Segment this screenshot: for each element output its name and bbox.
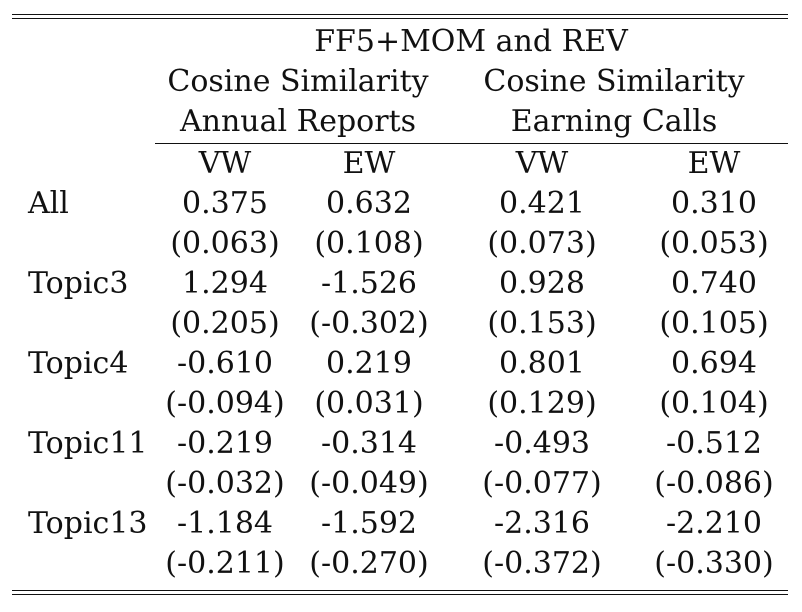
cell-all-vw1: 0.375 [182,186,268,221]
results-table [12,12,790,598]
group-header-1-line1: Cosine Similarity [167,64,429,99]
cell-all-ew1: 0.632 [326,186,412,221]
col-header-ew-2: EW [687,146,741,181]
se-topic3-vw2: (0.153) [487,306,597,341]
cell-topic3-ew2: 0.740 [671,266,757,301]
cell-topic11-ew2: -0.512 [665,426,763,461]
top-rule-2 [12,18,788,19]
se-topic4-vw2: (0.129) [487,386,597,421]
cell-topic13-ew2: -2.210 [665,506,763,541]
se-topic3-vw1: (0.205) [170,306,280,341]
se-all-vw1: (0.063) [170,226,280,261]
se-all-ew2: (0.053) [659,226,769,261]
group-header-2-line1: Cosine Similarity [483,64,745,99]
cell-all-ew2: 0.310 [671,186,757,221]
row-label-topic11: Topic11 [28,426,148,461]
cell-topic3-vw2: 0.928 [499,266,585,301]
se-all-ew1: (0.108) [314,226,424,261]
se-all-vw2: (0.073) [487,226,597,261]
col-header-vw-2: VW [515,146,569,181]
se-topic11-vw1: (-0.032) [165,466,285,501]
top-rule-1 [12,14,788,15]
row-label-topic3: Topic3 [28,266,129,301]
group-header-1-line2: Annual Reports [179,104,417,139]
row-label-topic4: Topic4 [28,346,129,381]
se-topic11-vw2: (-0.077) [482,466,602,501]
cell-topic11-vw2: -0.493 [493,426,591,461]
se-topic13-vw1: (-0.211) [165,546,285,581]
se-topic13-ew2: (-0.330) [654,546,774,581]
cell-topic3-ew1: -1.526 [320,266,418,301]
cell-topic13-vw1: -1.184 [176,506,274,541]
se-topic4-ew2: (0.104) [659,386,769,421]
row-label-topic13: Topic13 [28,506,148,541]
se-topic11-ew2: (-0.086) [654,466,774,501]
row-label-all: All [28,186,69,221]
cell-topic4-ew1: 0.219 [326,346,412,381]
col-header-vw-1: VW [198,146,252,181]
col-header-ew-1: EW [342,146,396,181]
top-header: FF5+MOM and REV [314,24,628,59]
cell-topic4-ew2: 0.694 [671,346,757,381]
cell-all-vw2: 0.421 [499,186,585,221]
cell-topic11-ew1: -0.314 [320,426,418,461]
se-topic3-ew1: (-0.302) [309,306,429,341]
cell-topic13-ew1: -1.592 [320,506,418,541]
se-topic13-vw2: (-0.372) [482,546,602,581]
se-topic4-ew1: (0.031) [314,386,424,421]
cell-topic11-vw1: -0.219 [176,426,274,461]
se-topic4-vw1: (-0.094) [165,386,285,421]
se-topic11-ew1: (-0.049) [309,466,429,501]
cell-topic4-vw1: -0.610 [176,346,274,381]
bottom-rule-2 [12,594,788,595]
cell-topic3-vw1: 1.294 [182,266,268,301]
bottom-rule-1 [12,590,788,591]
cell-topic13-vw2: -2.316 [493,506,591,541]
se-topic13-ew1: (-0.270) [309,546,429,581]
se-topic3-ew2: (0.105) [659,306,769,341]
group-header-2-line2: Earning Calls [510,104,718,139]
header-midrule [155,143,788,144]
cell-topic4-vw2: 0.801 [499,346,585,381]
